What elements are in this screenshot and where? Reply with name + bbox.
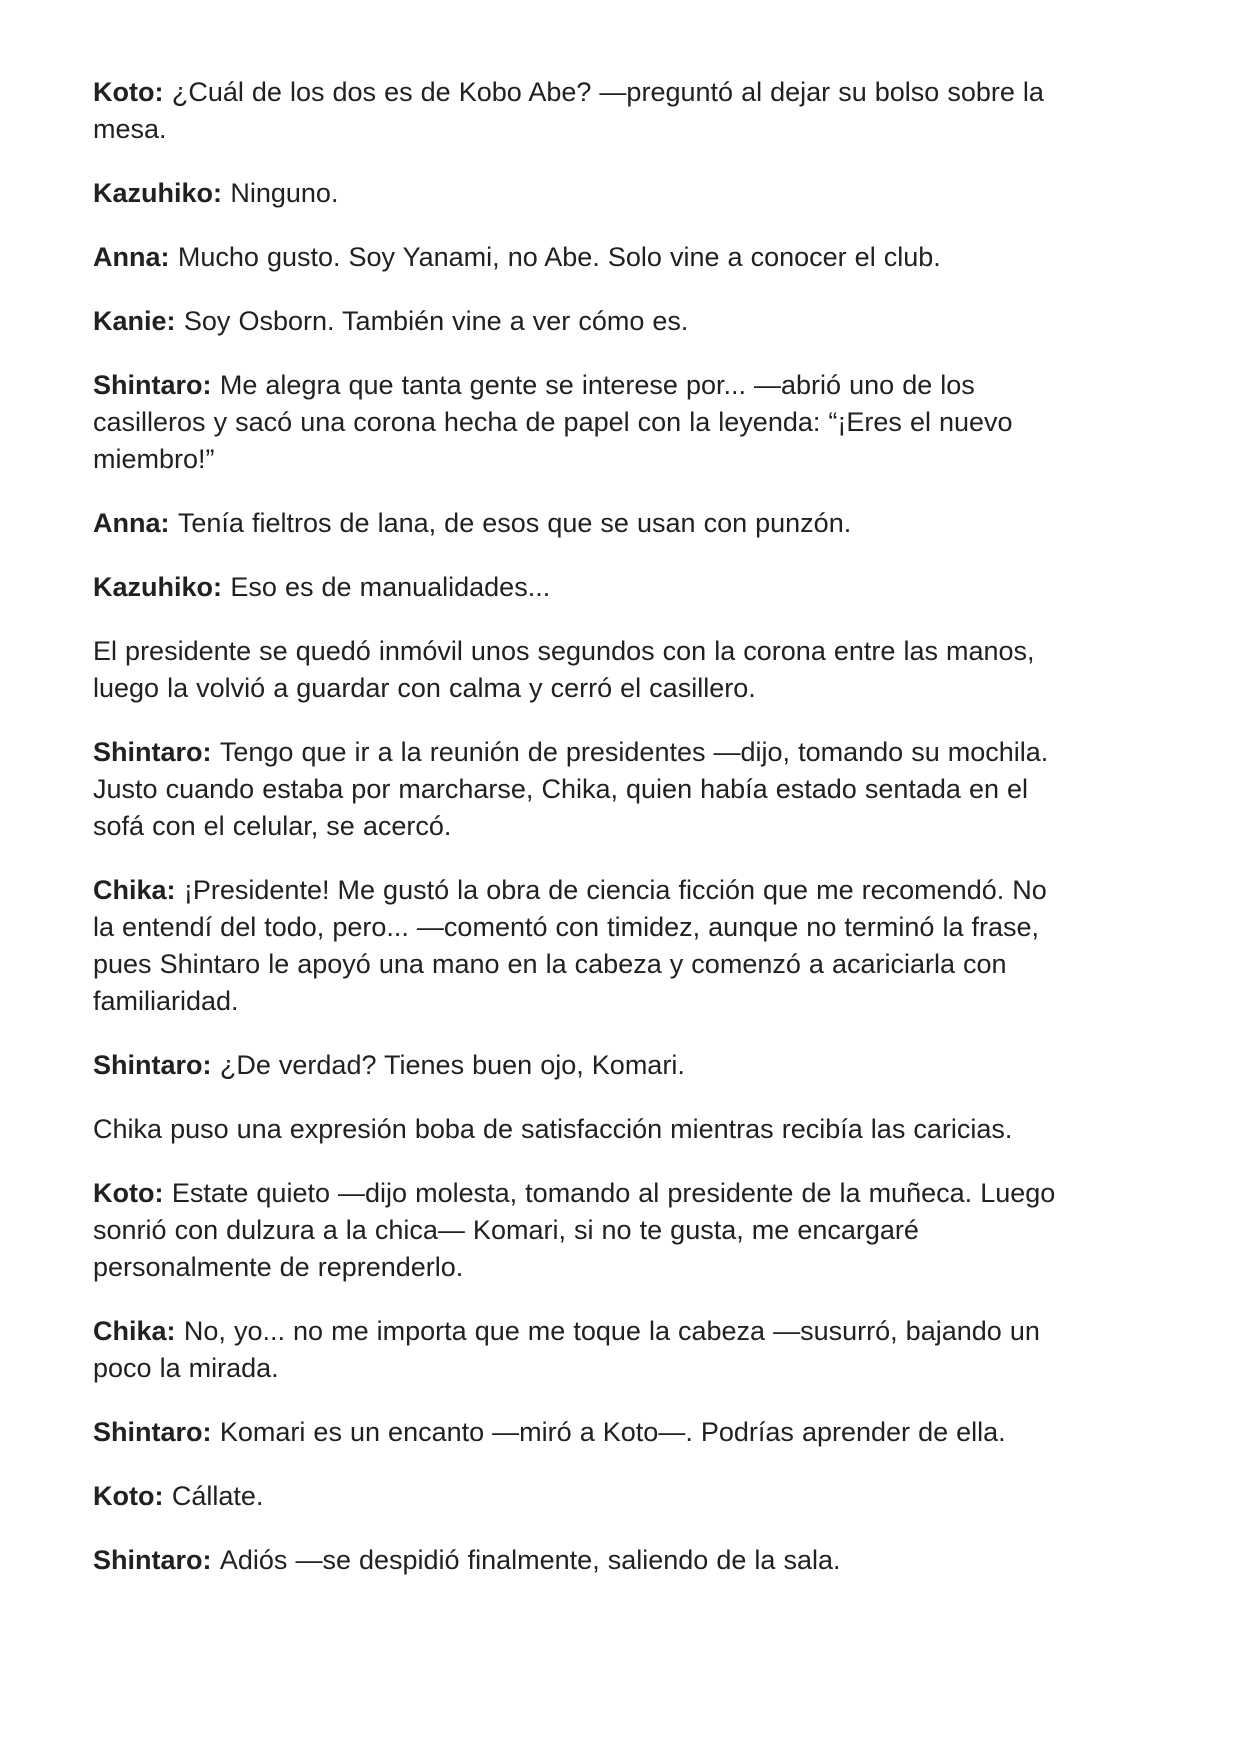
speaker-name: Shintaro: xyxy=(93,1417,212,1447)
speaker-name: Shintaro: xyxy=(93,1050,212,1080)
dialogue-paragraph xyxy=(93,872,1058,1020)
dialogue-paragraph xyxy=(93,74,1058,148)
dialogue-paragraph xyxy=(93,303,1058,340)
dialogue-text: Cállate. xyxy=(171,1481,264,1511)
speaker-name: Kanie: xyxy=(93,306,176,336)
dialogue-text: Tenía fieltros de lana, de esos que se usan con punzón. xyxy=(177,508,852,538)
speaker-name: Kazuhiko: xyxy=(93,572,223,602)
dialogue-text: Ninguno. xyxy=(230,178,339,208)
dialogue-text: ¿Cuál de los dos es de Kobo Abe? —preguntó al dejar su bolso sobre la mesa. xyxy=(93,77,1044,144)
dialogue-text: Eso es de manualidades... xyxy=(230,572,551,602)
speaker-name: Chika: xyxy=(93,1316,176,1346)
narration-paragraph xyxy=(93,633,1058,707)
dialogue-paragraph xyxy=(93,1542,1058,1579)
speaker-name: Koto: xyxy=(93,1178,164,1208)
dialogue-text: Me alegra que tanta gente se interese por... —abrió uno de los casilleros y sacó una corona hecha de papel con la leyenda: “¡Eres el nuevo miembro!” xyxy=(93,370,1013,474)
dialogue-paragraph xyxy=(93,734,1058,845)
speaker-name: Shintaro: xyxy=(93,370,212,400)
narration-paragraph xyxy=(93,1111,1058,1148)
dialogue-paragraph xyxy=(93,1414,1058,1451)
speaker-name: Shintaro: xyxy=(93,737,212,767)
narration-text: El presidente se quedó inmóvil unos segundos con la corona entre las manos, luego la volvió a guardar con calma y cerró el casillero. xyxy=(93,636,1035,703)
dialogue-paragraph xyxy=(93,239,1058,276)
dialogue-text: ¿De verdad? Tienes buen ojo, Komari. xyxy=(219,1050,685,1080)
speaker-name: Anna: xyxy=(93,242,170,272)
dialogue-paragraph xyxy=(93,175,1058,212)
speaker-name: Anna: xyxy=(93,508,170,538)
speaker-name: Shintaro: xyxy=(93,1545,212,1575)
dialogue-text: Adiós —se despidió finalmente, saliendo de la sala. xyxy=(219,1545,841,1575)
speaker-name: Chika: xyxy=(93,875,176,905)
dialogue-paragraph xyxy=(93,569,1058,606)
dialogue-text: Mucho gusto. Soy Yanami, no Abe. Solo vine a conocer el club. xyxy=(177,242,941,272)
dialogue-paragraph xyxy=(93,367,1058,478)
dialogue-text: ¡Presidente! Me gustó la obra de ciencia ficción que me recomendó. No la entendí del todo, pero... —comentó con timidez, aunque no terminó la frase, pues Shintaro le apoyó una mano en la cabeza y comenzó a acariciarla con familiaridad. xyxy=(93,875,1047,1016)
dialogue-text: Soy Osborn. También vine a ver cómo es. xyxy=(183,306,689,336)
dialogue-paragraph xyxy=(93,1047,1058,1084)
speaker-name: Koto: xyxy=(93,77,164,107)
dialogue-text: Tengo que ir a la reunión de presidentes —dijo, tomando su mochila. Justo cuando estaba por marcharse, Chika, quien había estado sentada en el sofá con el celular, se acercó. xyxy=(93,737,1049,841)
dialogue-paragraph xyxy=(93,505,1058,542)
dialogue-text: Komari es un encanto —miró a Koto—. Podrías aprender de ella. xyxy=(219,1417,1006,1447)
narration-text: Chika puso una expresión boba de satisfacción mientras recibía las caricias. xyxy=(93,1114,1013,1144)
dialogue-text: No, yo... no me importa que me toque la cabeza —susurró, bajando un poco la mirada. xyxy=(93,1316,1040,1383)
speaker-name: Kazuhiko: xyxy=(93,178,223,208)
dialogue-paragraph xyxy=(93,1313,1058,1387)
speaker-name: Koto: xyxy=(93,1481,164,1511)
dialogue-paragraph xyxy=(93,1478,1058,1515)
dialogue-paragraph xyxy=(93,1175,1058,1286)
dialogue-text: Estate quieto —dijo molesta, tomando al presidente de la muñeca. Luego sonrió con dulzura a la chica— Komari, si no te gusta, me encargaré personalmente de reprenderlo. xyxy=(93,1178,1056,1282)
